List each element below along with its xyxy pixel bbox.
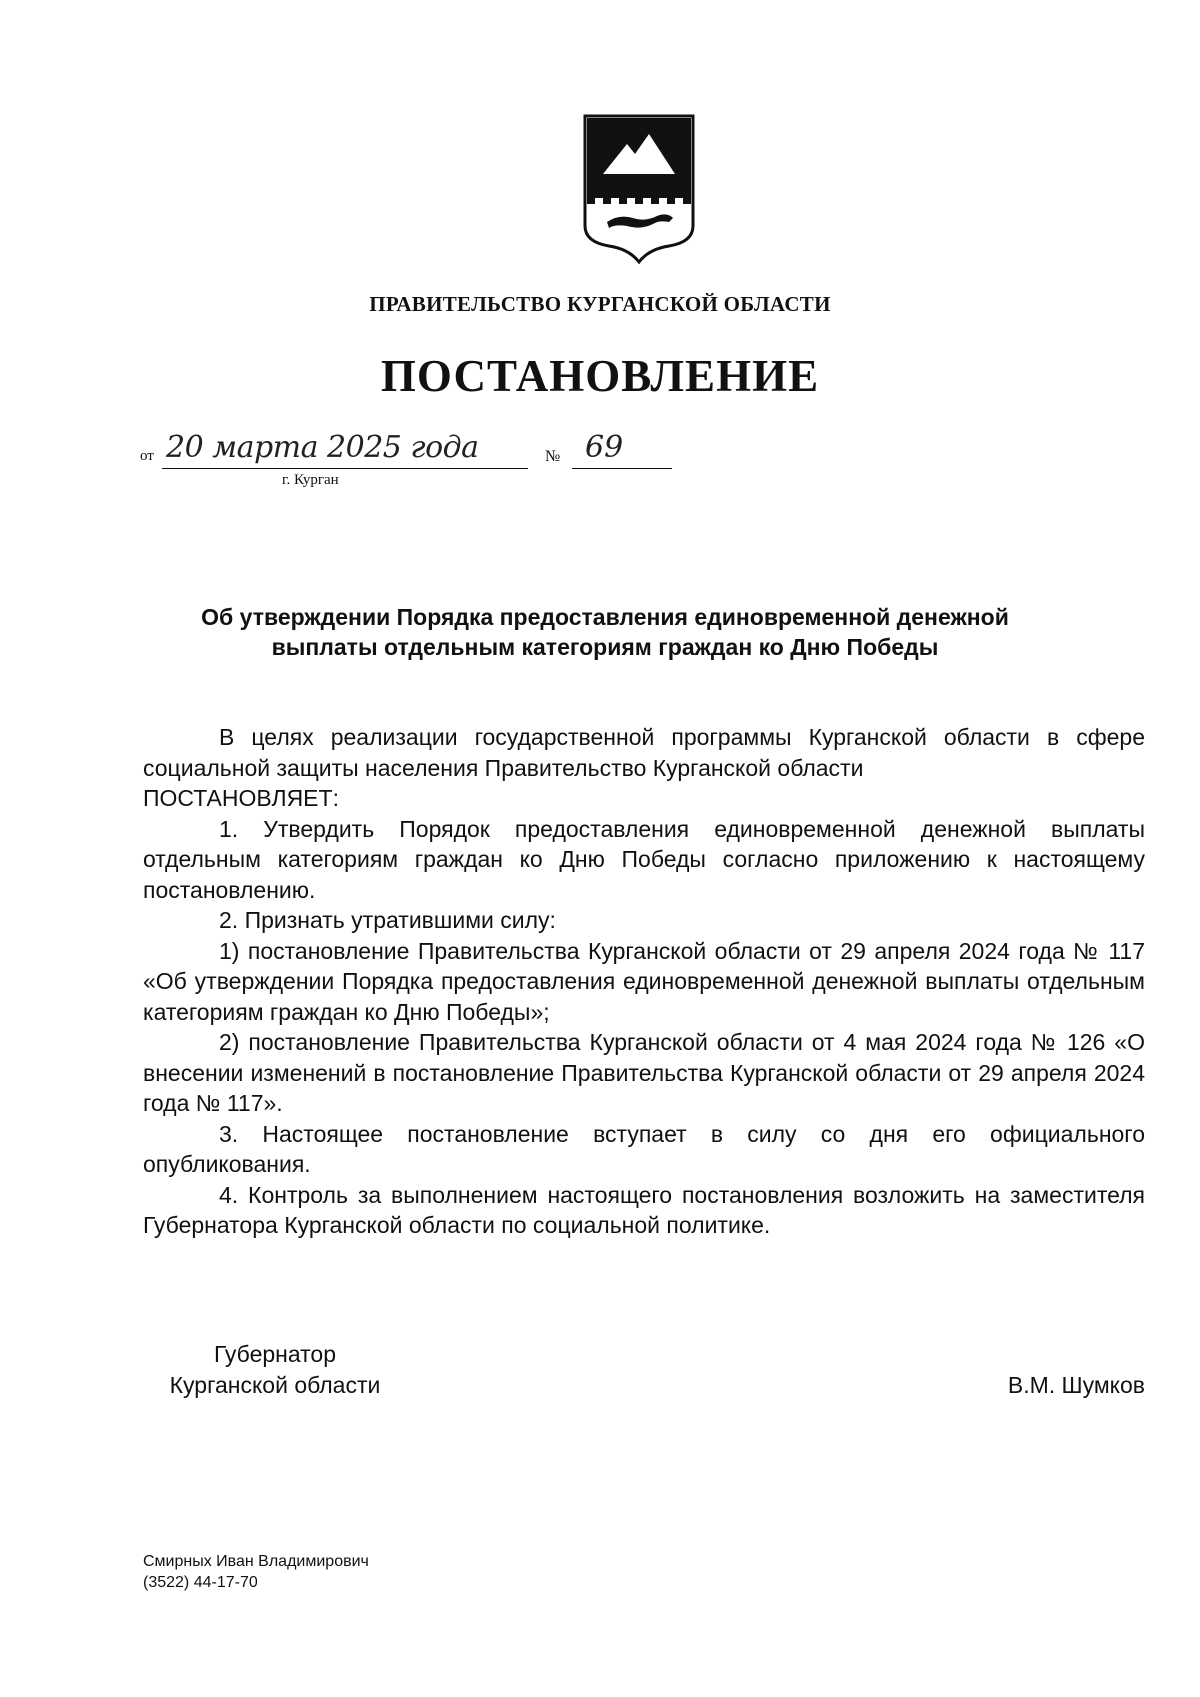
date-prefix: от xyxy=(140,448,154,464)
body-paragraph: 4. Контроль за выполнением настоящего постановления возложить на заместителя Губернатора Курганской области по социальной политике. xyxy=(143,1181,1145,1238)
document-type: ПОСТАНОВЛЕНИЕ xyxy=(380,351,820,401)
document-date: 20 марта 2025 года xyxy=(166,430,479,465)
signer-position xyxy=(150,1339,400,1401)
executor-name: Смирных Иван Владимирович xyxy=(143,1553,369,1570)
body-paragraph: ПОСТАНОВЛЯЕТ: xyxy=(143,785,339,811)
document-body xyxy=(143,722,1145,1241)
signer-position-line: Губернатор xyxy=(213,1341,337,1367)
signer-name: В.М. Шумков xyxy=(1007,1372,1145,1398)
body-paragraph: 1. Утвердить Порядок предоставления единовременной денежной выплаты отдельным категориям граждан ко Дню Победы согласно приложению к настоящему постановлению. xyxy=(143,815,1145,903)
body-paragraph: 1) постановление Правительства Курганской области от 29 апреля 2024 года № 117 «Об утверждении Порядка предоставления единовременной денежной выплаты отдельным категориям граждан ко Дню Победы»; xyxy=(143,937,1145,1025)
signer-position-line: Курганской области xyxy=(169,1372,381,1398)
document-city: г. Курган xyxy=(282,472,339,488)
document-title: Об утверждении Порядка предоставления единовременной денежной выплаты отдельным категориям граждан ко Дню Победы xyxy=(201,604,1009,660)
executor-info xyxy=(143,1551,369,1593)
document-number: 69 xyxy=(585,430,624,465)
body-paragraph: В целях реализации государственной программы Курганской области в сфере социальной защиты населения Правительство Курганской области xyxy=(143,724,1145,781)
number-prefix: № xyxy=(545,448,561,465)
executor-phone: (3522) 44-17-70 xyxy=(143,1574,258,1591)
date-underline xyxy=(162,468,528,469)
body-paragraph: 2) постановление Правительства Курганской области от 4 мая 2024 года № 126 «О внесении изменений в постановление Правительства Курганской области от 29 апреля 2024 года № 117». xyxy=(143,1029,1145,1116)
date-number-line xyxy=(140,430,660,490)
body-paragraph: 3. Настоящее постановление вступает в силу со дня его официального опубликования. xyxy=(143,1120,1145,1177)
organization-name: ПРАВИТЕЛЬСТВО КУРГАНСКОЙ ОБЛАСТИ xyxy=(369,292,831,316)
body-paragraph: 2. Признать утратившими силу: xyxy=(219,907,556,933)
number-underline xyxy=(572,468,672,469)
kurgan-oblast-coat-of-arms-icon xyxy=(583,114,695,264)
